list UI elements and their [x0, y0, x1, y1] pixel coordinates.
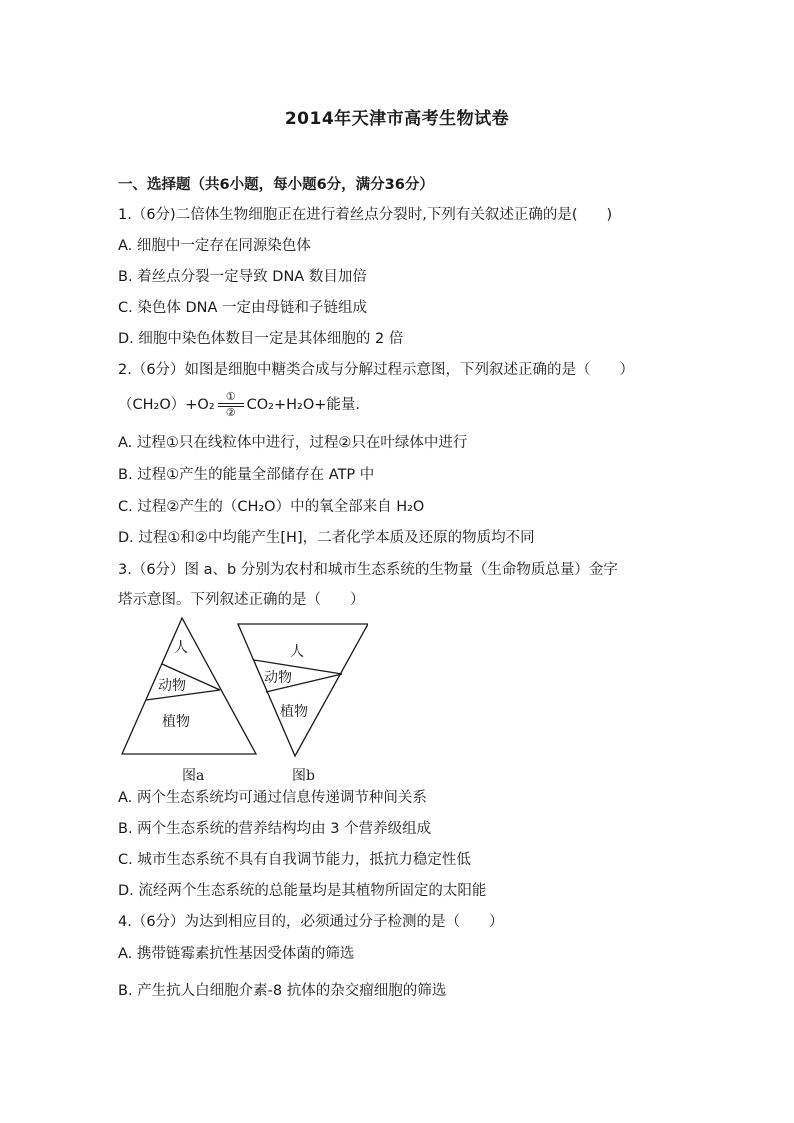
- q1-option-a: A. 细胞中一定存在同源染色体: [118, 238, 311, 254]
- pyramid-a-human-label: 人: [174, 640, 188, 656]
- pyramid-a-animal-label: 动物: [158, 678, 186, 694]
- process-1-label: ①: [225, 390, 236, 403]
- reversible-arrow: [216, 392, 246, 418]
- biomass-pyramid-figure: [118, 612, 368, 790]
- q4-stem: 4.（6分）为达到相应目的，必须通过分子检测的是（ ）: [118, 914, 504, 930]
- q1-option-d: D. 细胞中染色体数目一定是其体细胞的 2 倍: [118, 331, 404, 347]
- q1-option-b: B. 着丝点分裂一定导致 DNA 数目加倍: [118, 269, 367, 285]
- q3-option-d: D. 流经两个生态系统的总能量均是其植物所固定的太阳能: [118, 883, 487, 899]
- pyramid-a-caption: 图a: [182, 768, 205, 784]
- q3-stem-line1: 3.（6分）图 a、b 分别为农村和城市生态系统的生物量（生命物质总量）金字: [118, 562, 618, 578]
- pyramid-b-human-label: 人: [290, 644, 304, 660]
- page-title: 2014年天津市高考生物试卷: [284, 109, 510, 129]
- q3-option-c: C. 城市生态系统不具有自我调节能力，抵抗力稳定性低: [118, 852, 471, 868]
- pyramid-a-plant-label: 植物: [162, 714, 190, 730]
- q3-stem-line2: 塔示意图。下列叙述正确的是（ ）: [118, 592, 365, 608]
- formula-products: CO₂+H₂O+能量.: [246, 397, 361, 413]
- pyramid-b: [238, 624, 368, 784]
- q2-option-b: B. 过程①产生的能量全部储存在 ATP 中: [118, 467, 375, 483]
- q4-option-b: B. 产生抗人白细胞介素-8 抗体的杂交瘤细胞的筛选: [118, 983, 447, 999]
- process-2-label: ②: [225, 406, 236, 419]
- q1-option-c: C. 染色体 DNA 一定由母链和子链组成: [118, 300, 367, 316]
- formula-reactants: （CH₂O）+O₂: [118, 397, 215, 413]
- q2-option-a: A. 过程①只在线粒体中进行，过程②只在叶绿体中进行: [118, 435, 468, 451]
- q2-reaction-formula: [118, 392, 360, 418]
- q3-option-a: A. 两个生态系统均可通过信息传递调节种间关系: [118, 790, 427, 806]
- pyramid-b-caption: 图b: [292, 768, 315, 784]
- pyramid-b-animal-label: 动物: [264, 670, 292, 686]
- q2-stem: 2.（6分）如图是细胞中糖类合成与分解过程示意图，下列叙述正确的是（ ）: [118, 362, 635, 378]
- q1-stem: 1.（6分)二倍体生物细胞正在进行着丝点分裂时,下列有关叙述正确的是( ): [118, 207, 613, 223]
- pyramid-b-plant-label: 植物: [280, 704, 308, 720]
- pyramid-a: [122, 618, 256, 784]
- section-heading: 一、选择题（共6小题，每小题6分，满分36分）: [118, 177, 434, 193]
- q3-option-b: B. 两个生态系统的营养结构均由 3 个营养级组成: [118, 821, 432, 837]
- q4-option-a: A. 携带链霉素抗性基因受体菌的筛选: [118, 946, 355, 962]
- q2-option-d: D. 过程①和②中均能产生[H]，二者化学本质及还原的物质均不同: [118, 530, 535, 546]
- q2-option-c: C. 过程②产生的（CH₂O）中的氧全部来自 H₂O: [118, 499, 425, 515]
